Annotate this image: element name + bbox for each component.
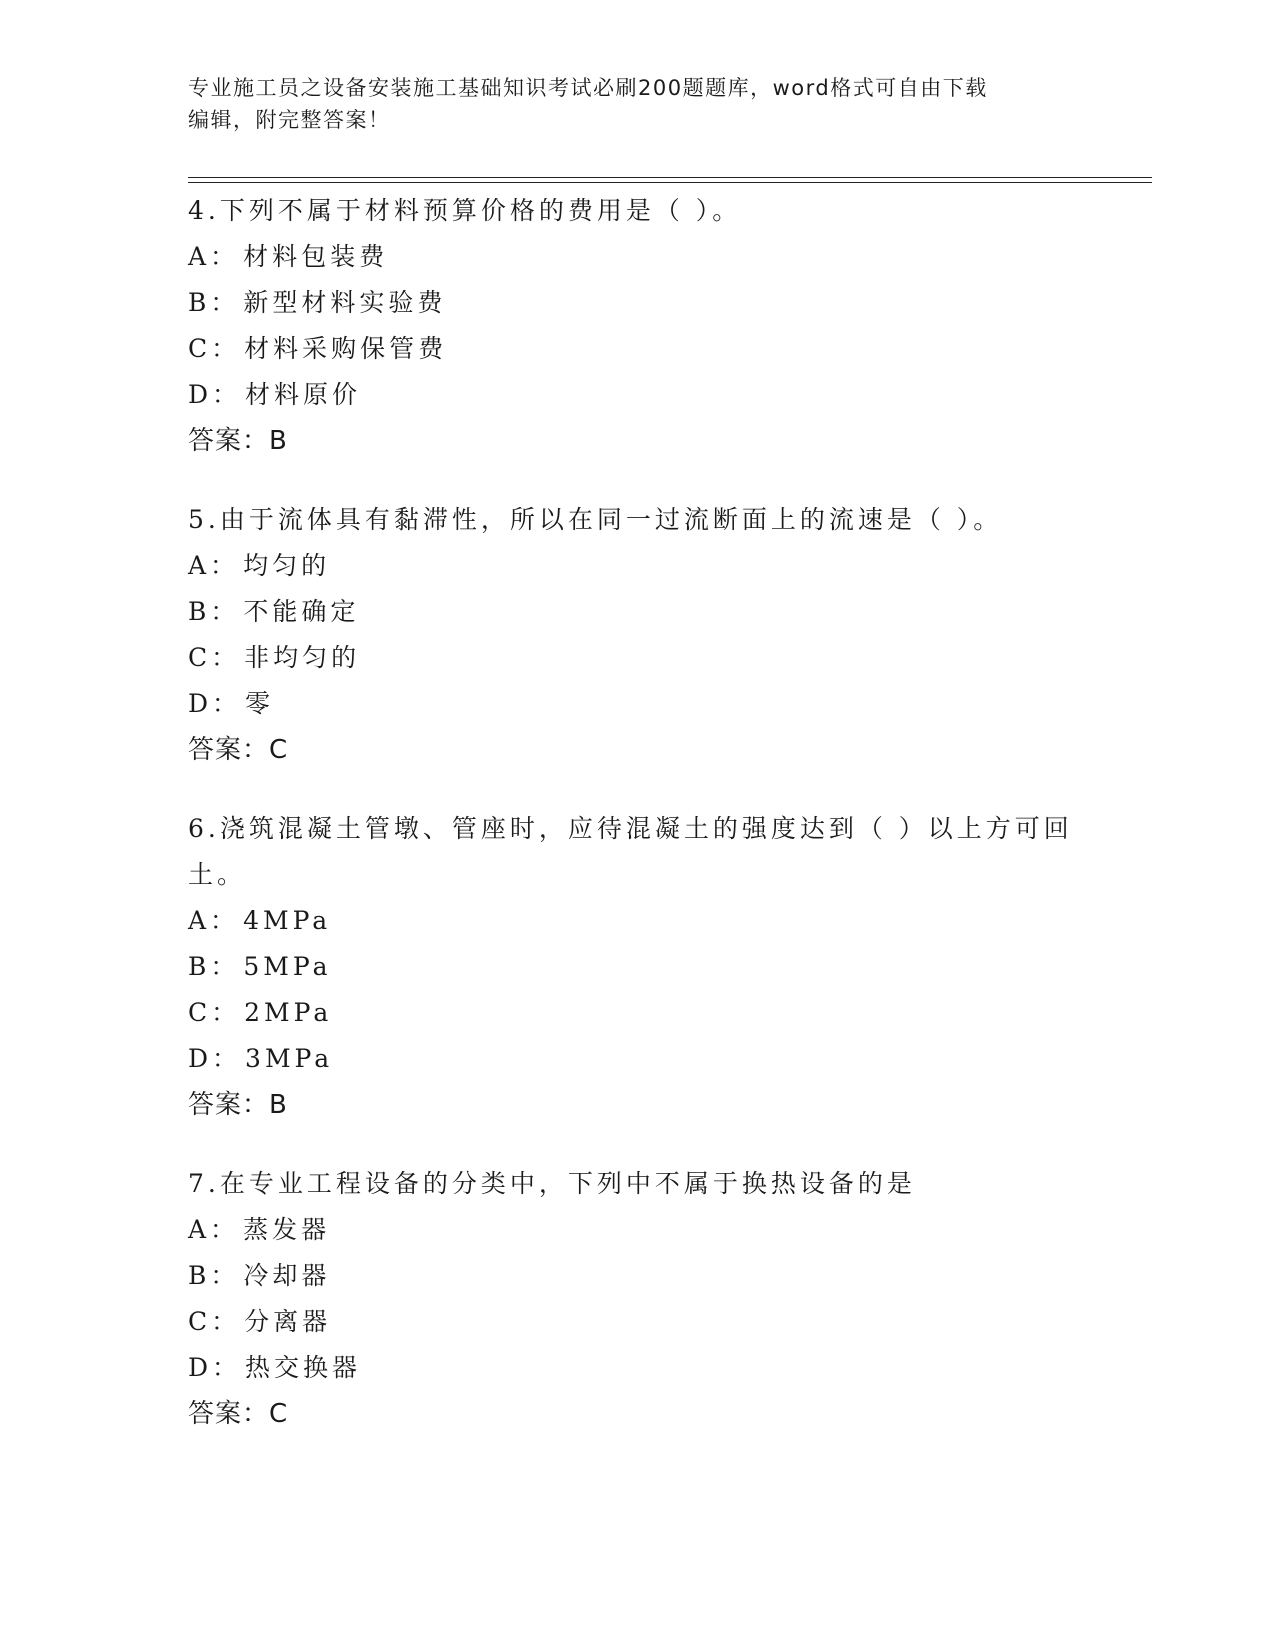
question-list [188,188,1088,1470]
option-c [188,326,1088,372]
option-text: 材料原价 [245,380,362,409]
option-b [188,589,1088,635]
header-line-2: 编辑，附完整答案！ [188,108,391,132]
question-7 [188,1161,1088,1437]
option-c [188,635,1088,681]
option-label: A： [188,242,240,271]
header-line-1: 专业施工员之设备安装施工基础知识考试必刷200题题库，word格式可自由下载 [188,76,988,100]
option-label: D： [188,380,242,409]
option-label: B： [188,952,240,981]
question-6 [188,806,1088,1128]
option-d [188,372,1088,418]
option-text: 3MPa [245,1044,334,1073]
answer-line: 答案：C [188,735,289,765]
option-b [188,1253,1088,1299]
answer-line: 答案：B [188,426,288,456]
option-label: B： [188,1261,240,1290]
option-a [188,543,1088,589]
option-text: 非均匀的 [244,643,361,672]
option-text: 不能确定 [243,597,360,626]
option-label: C： [188,334,241,363]
option-text: 零 [245,689,275,718]
option-c [188,1299,1088,1345]
header-divider-top [188,177,1152,178]
header-divider-bottom [188,182,1152,183]
option-label: B： [188,288,240,317]
option-label: B： [188,597,240,626]
option-text: 新型材料实验费 [243,288,447,317]
option-label: D： [188,1044,242,1073]
question-5 [188,497,1088,773]
option-label: C： [188,1307,241,1336]
option-text: 分离器 [244,1307,332,1336]
option-label: D： [188,1353,242,1382]
option-a [188,898,1088,944]
option-label: A： [188,1215,240,1244]
option-label: D： [188,689,242,718]
option-text: 5MPa [243,952,332,981]
option-text: 材料采购保管费 [244,334,448,363]
option-d [188,681,1088,727]
option-text: 蒸发器 [243,1215,331,1244]
option-b [188,944,1088,990]
question-stem-line-2: 土。 [188,860,247,889]
option-text: 热交换器 [245,1353,362,1382]
question-stem: 5.由于流体具有黏滞性，所以在同一过流断面上的流速是（ ）。 [188,505,1003,534]
question-stem: 7.在专业工程设备的分类中，下列中不属于换热设备的是 [188,1169,916,1198]
answer-line: 答案：B [188,1090,288,1120]
option-text: 4MPa [243,906,332,935]
answer-line: 答案：C [188,1399,289,1429]
document-header [188,72,1068,136]
option-label: C： [188,998,241,1027]
option-label: C： [188,643,241,672]
option-b [188,280,1088,326]
option-text: 均匀的 [243,551,331,580]
option-d [188,1345,1088,1391]
question-4 [188,188,1088,464]
question-stem: 4.下列不属于材料预算价格的费用是（ ）。 [188,196,742,225]
option-c [188,990,1088,1036]
option-d [188,1036,1088,1082]
option-label: A： [188,551,240,580]
option-a [188,234,1088,280]
option-text: 材料包装费 [243,242,389,271]
option-a [188,1207,1088,1253]
question-stem-line-1: 6.浇筑混凝土管墩、管座时，应待混凝土的强度达到（ ）以上方可回 [188,814,1073,843]
option-text: 冷却器 [243,1261,331,1290]
option-label: A： [188,906,240,935]
option-text: 2MPa [244,998,333,1027]
